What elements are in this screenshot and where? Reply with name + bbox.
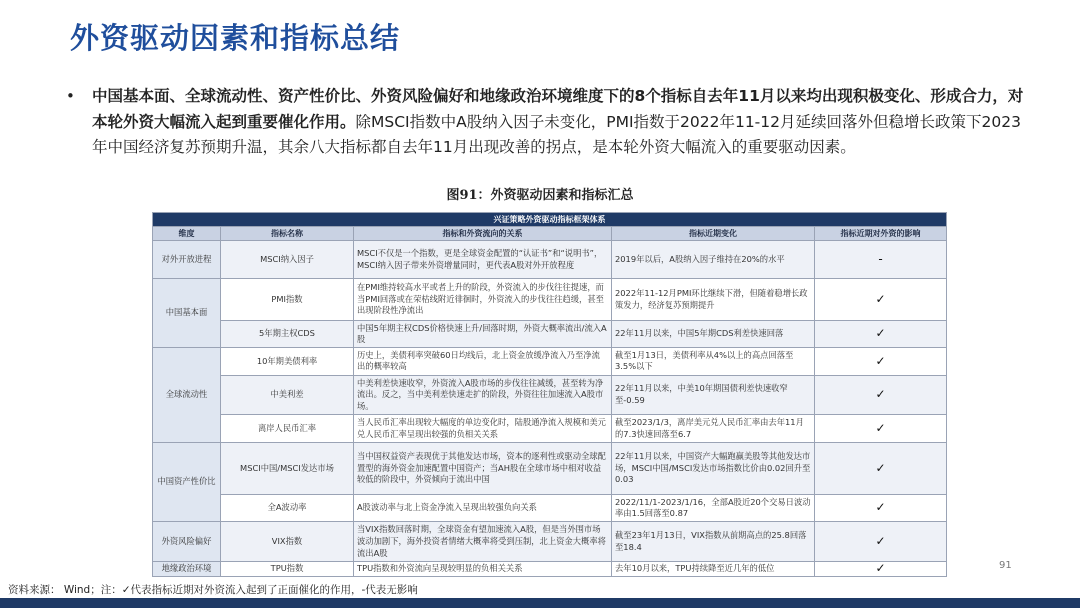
table-frame-title: 兴证策略外资驱动指标框架体系 bbox=[153, 213, 947, 227]
row-change: 22年11月以来，中美10年期国债利差快速收窄至-0.59 bbox=[612, 375, 815, 415]
bullet-bold-text: 中国基本面、全球流动性、资产性价比、外资风险偏好和地缘政治环境维度下的8个指标自去年11月以来均出现积极变化、形成合力，对本轮外资大幅流入起到重要催化作用。 bbox=[92, 87, 1024, 131]
bullet-normal-text: 除MSCI指数中A股纳入因子未变化，PMI指数于2022年11-12月延续回落外但稳增长政策下2023年中国经济复苏预期升温，其余八大指标都自去年11月出现改善的拐点，是本轮外资大幅流入的重要驱动因素。 bbox=[92, 112, 1021, 156]
row-impact: ✓ bbox=[815, 321, 947, 348]
table-row bbox=[153, 495, 947, 522]
table-row bbox=[153, 241, 947, 279]
row-relation: 中国5年期主权CDS价格快速上升/回落时期，外资大概率流出/流入A股 bbox=[354, 321, 612, 348]
table-header-row bbox=[153, 226, 947, 241]
row-dimension: 中国资产性价比 bbox=[153, 442, 221, 522]
row-relation: TPU指数和外资流向呈现较明显的负相关关系 bbox=[354, 562, 612, 577]
row-relation: 在PMI维持较高水平或者上升的阶段，外资流入的步伐往往提速，而当PMI回落或在荣枯线附近徘徊时，外资流入的步伐往往趋缓，甚至出现阶段性净流出 bbox=[354, 279, 612, 321]
table-row bbox=[153, 562, 947, 577]
row-indicator: PMI指数 bbox=[221, 279, 354, 321]
bullet-text bbox=[92, 84, 1028, 161]
row-indicator: 5年期主权CDS bbox=[221, 321, 354, 348]
row-relation: 中美利差快速收窄，外资流入A股市场的步伐往往减缓，甚至转为净流出。反之，当中美利差快速走扩的阶段，外资往往加速流入A股市场。 bbox=[354, 375, 612, 415]
indicator-table bbox=[152, 212, 946, 577]
row-relation: 当人民币汇率出现较大幅度的单边变化时，陆股通净流入规模和美元兑人民币汇率呈现出较强的负相关关系 bbox=[354, 415, 612, 442]
row-indicator: 离岸人民币汇率 bbox=[221, 415, 354, 442]
row-dimension: 中国基本面 bbox=[153, 279, 221, 348]
row-relation: A股波动率与北上资金净流入呈现出较强负向关系 bbox=[354, 495, 612, 522]
row-change: 去年10月以来，TPU持续降至近几年的低位 bbox=[612, 562, 815, 577]
row-change: 2022/11/1-2023/1/16，全部A股近20个交易日波动率由1.5回落至0.87 bbox=[612, 495, 815, 522]
header-relation: 指标和外资流向的关系 bbox=[354, 226, 612, 241]
row-dimension: 全球流动性 bbox=[153, 348, 221, 442]
row-change: 截至23年1月13日，VIX指数从前期高点的25.8回落至18.4 bbox=[612, 522, 815, 562]
row-dimension: 外资风险偏好 bbox=[153, 522, 221, 562]
row-change: 2019年以后，A股纳入因子维持在20%的水平 bbox=[612, 241, 815, 279]
row-impact: ✓ bbox=[815, 495, 947, 522]
row-relation: 当中国权益资产表现优于其他发达市场，资本的逐利性或驱动全球配置型的海外资金加速配置中国资产；当AH股在全球市场中相对收益较低的阶段中，外资倾向于流出中国 bbox=[354, 442, 612, 494]
row-indicator: TPU指数 bbox=[221, 562, 354, 577]
header-recent-change: 指标近期变化 bbox=[612, 226, 815, 241]
row-change: 2022年11-12月PMI环比继续下滑，但随着稳增长政策发力，经济复苏预期提升 bbox=[612, 279, 815, 321]
table-row bbox=[153, 415, 947, 442]
row-change: 22年11月以来，中国资产大幅跑赢美股等其他发达市场，MSCI中国/MSCI发达市场指数比价由0.02回升至0.03 bbox=[612, 442, 815, 494]
row-impact: - bbox=[815, 241, 947, 279]
row-change: 截至1月13日，美债利率从4%以上的高点回落至3.5%以下 bbox=[612, 348, 815, 375]
page-number: 91 bbox=[999, 560, 1012, 571]
row-indicator: 中美利差 bbox=[221, 375, 354, 415]
header-impact: 指标近期对外资的影响 bbox=[815, 226, 947, 241]
row-change: 22年11月以来，中国5年期CDS利差快速回落 bbox=[612, 321, 815, 348]
figure-caption: 图91：外资驱动因素和指标汇总 bbox=[446, 188, 634, 203]
row-impact: ✓ bbox=[815, 415, 947, 442]
table-row bbox=[153, 279, 947, 321]
row-dimension: 对外开放进程 bbox=[153, 241, 221, 279]
table-row bbox=[153, 522, 947, 562]
table-row bbox=[153, 321, 947, 348]
source-note: 资料来源： Wind；注：✓代表指标近期对外资流入起到了正面催化的作用，-代表无影响 bbox=[8, 584, 418, 596]
row-relation: 当VIX指数回落时期，全球资金有望加速流入A股，但是当外围市场波动加剧下，海外投资者情绪大概率将受到压制，北上资金大概率将流出A股 bbox=[354, 522, 612, 562]
row-impact: ✓ bbox=[815, 348, 947, 375]
row-impact: ✓ bbox=[815, 522, 947, 562]
row-indicator: 全A波动率 bbox=[221, 495, 354, 522]
row-impact: ✓ bbox=[815, 562, 947, 577]
table-row bbox=[153, 442, 947, 494]
footer-bar bbox=[0, 598, 1080, 608]
row-relation: MSCI不仅是一个指数，更是全球资金配置的“认证书”和“说明书”，MSCI纳入因子带来外资增量同时，更代表A股对外开放程度 bbox=[354, 241, 612, 279]
row-impact: ✓ bbox=[815, 442, 947, 494]
row-relation: 历史上，美债利率突破60日均线后，北上资金放缓净流入乃至净流出的概率较高 bbox=[354, 348, 612, 375]
row-change: 截至2023/1/3，离岸美元兑人民币汇率由去年11月的7.3快速回落至6.7 bbox=[612, 415, 815, 442]
row-impact: ✓ bbox=[815, 375, 947, 415]
bullet-paragraph bbox=[66, 84, 1028, 161]
row-indicator: VIX指数 bbox=[221, 522, 354, 562]
row-impact: ✓ bbox=[815, 279, 947, 321]
table-row bbox=[153, 375, 947, 415]
header-indicator: 指标名称 bbox=[221, 226, 354, 241]
row-dimension: 地缘政治环境 bbox=[153, 562, 221, 577]
page-title: 外资驱动因素和指标总结 bbox=[70, 21, 401, 55]
table-row bbox=[153, 348, 947, 375]
row-indicator: 10年期美债利率 bbox=[221, 348, 354, 375]
row-indicator: MSCI中国/MSCI发达市场 bbox=[221, 442, 354, 494]
header-dimension: 维度 bbox=[153, 226, 221, 241]
bullet-marker: • bbox=[66, 87, 75, 105]
row-indicator: MSCI纳入因子 bbox=[221, 241, 354, 279]
